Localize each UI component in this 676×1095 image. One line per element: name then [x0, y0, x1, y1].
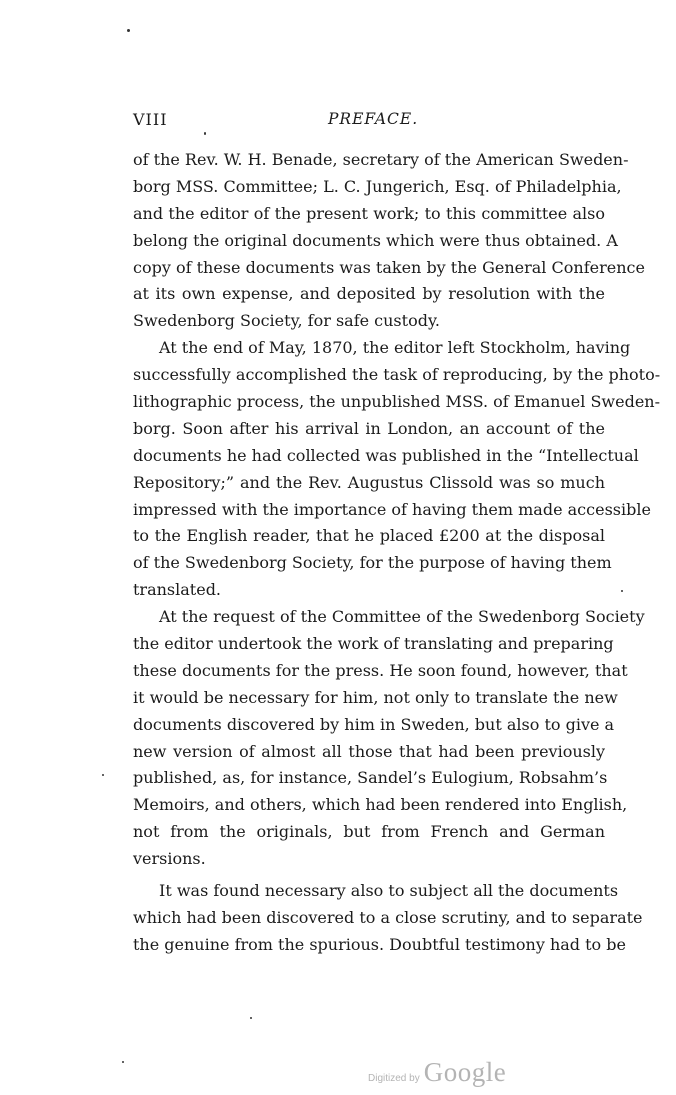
text-line: lithographic process, the unpublished MSS. of Emanuel Sweden-	[133, 392, 661, 412]
scan-speck	[621, 590, 623, 592]
text-line: copy of these documents was taken by the General Conference	[133, 257, 645, 277]
page-header	[133, 110, 605, 134]
text-line: which had been discovered to a close scrutiny, and to separate	[133, 907, 643, 927]
body-text	[133, 147, 661, 959]
text-line: successfully accomplished the task of reproducing, by the photo-	[133, 365, 661, 385]
text-line: the genuine from the spurious. Doubtful testimony had to be	[133, 934, 626, 954]
text-line: versions.	[133, 849, 206, 869]
page-number: VIII	[133, 110, 168, 129]
paragraph	[133, 147, 645, 335]
scan-speck	[250, 1017, 252, 1019]
running-head: PREFACE.	[328, 110, 419, 128]
text-line: Repository;” and the Rev. Augustus Clissold was so much	[133, 472, 605, 492]
text-line: borg MSS. Committee; L. C. Jungerich, Esq. of Philadelphia,	[133, 176, 622, 196]
text-line: Swedenborg Society, for safe custody.	[133, 311, 440, 331]
text-line: these documents for the press. He soon found, however, that	[133, 660, 628, 680]
text-line: at its own expense, and deposited by resolution with the	[133, 284, 605, 304]
text-line: documents discovered by him in Sweden, but also to give a	[133, 714, 615, 734]
text-line: It was found necessary also to subject all the documents	[159, 881, 619, 901]
text-line: of the Rev. W. H. Benade, secretary of the American Sweden-	[133, 150, 629, 169]
text-line: borg. Soon after his arrival in London, an account of the	[133, 418, 605, 438]
text-line: to the English reader, that he placed £200 at the disposal	[133, 526, 605, 546]
scan-speck	[204, 132, 206, 135]
text-line: impressed with the importance of having them made accessible	[133, 499, 651, 519]
text-line: and the editor of the present work; to this committee also	[133, 203, 605, 223]
scan-speck	[102, 774, 104, 776]
text-line: the editor undertook the work of translating and preparing	[133, 634, 614, 654]
digitized-watermark	[368, 1057, 506, 1088]
paragraph	[133, 604, 645, 873]
text-line: At the end of May, 1870, the editor left Stockholm, having	[159, 338, 631, 358]
text-line: not from the originals, but from French and German	[133, 822, 605, 842]
scan-speck	[127, 29, 130, 32]
paragraph	[133, 878, 643, 959]
text-line: published, as, for instance, Sandel’s Eulogium, Robsahm’s	[133, 768, 608, 788]
watermark-prefix: Digitized by	[368, 1073, 420, 1084]
text-line: of the Swedenborg Society, for the purpose of having them	[133, 553, 612, 573]
paragraph	[133, 335, 661, 604]
text-line: Memoirs, and others, which had been rendered into English,	[133, 795, 628, 815]
text-line: documents he had collected was published in the “Intellectual	[133, 445, 639, 465]
text-line: belong the original documents which were thus obtained. A	[133, 230, 618, 250]
text-line: At the request of the Committee of the Swedenborg Society	[159, 607, 645, 627]
text-line: new version of almost all those that had been previously	[133, 741, 605, 761]
text-line: it would be necessary for him, not only to translate the new	[133, 687, 618, 707]
text-line: translated.	[133, 580, 222, 600]
google-logo: Google	[423, 1057, 507, 1087]
scan-speck	[122, 1061, 124, 1063]
